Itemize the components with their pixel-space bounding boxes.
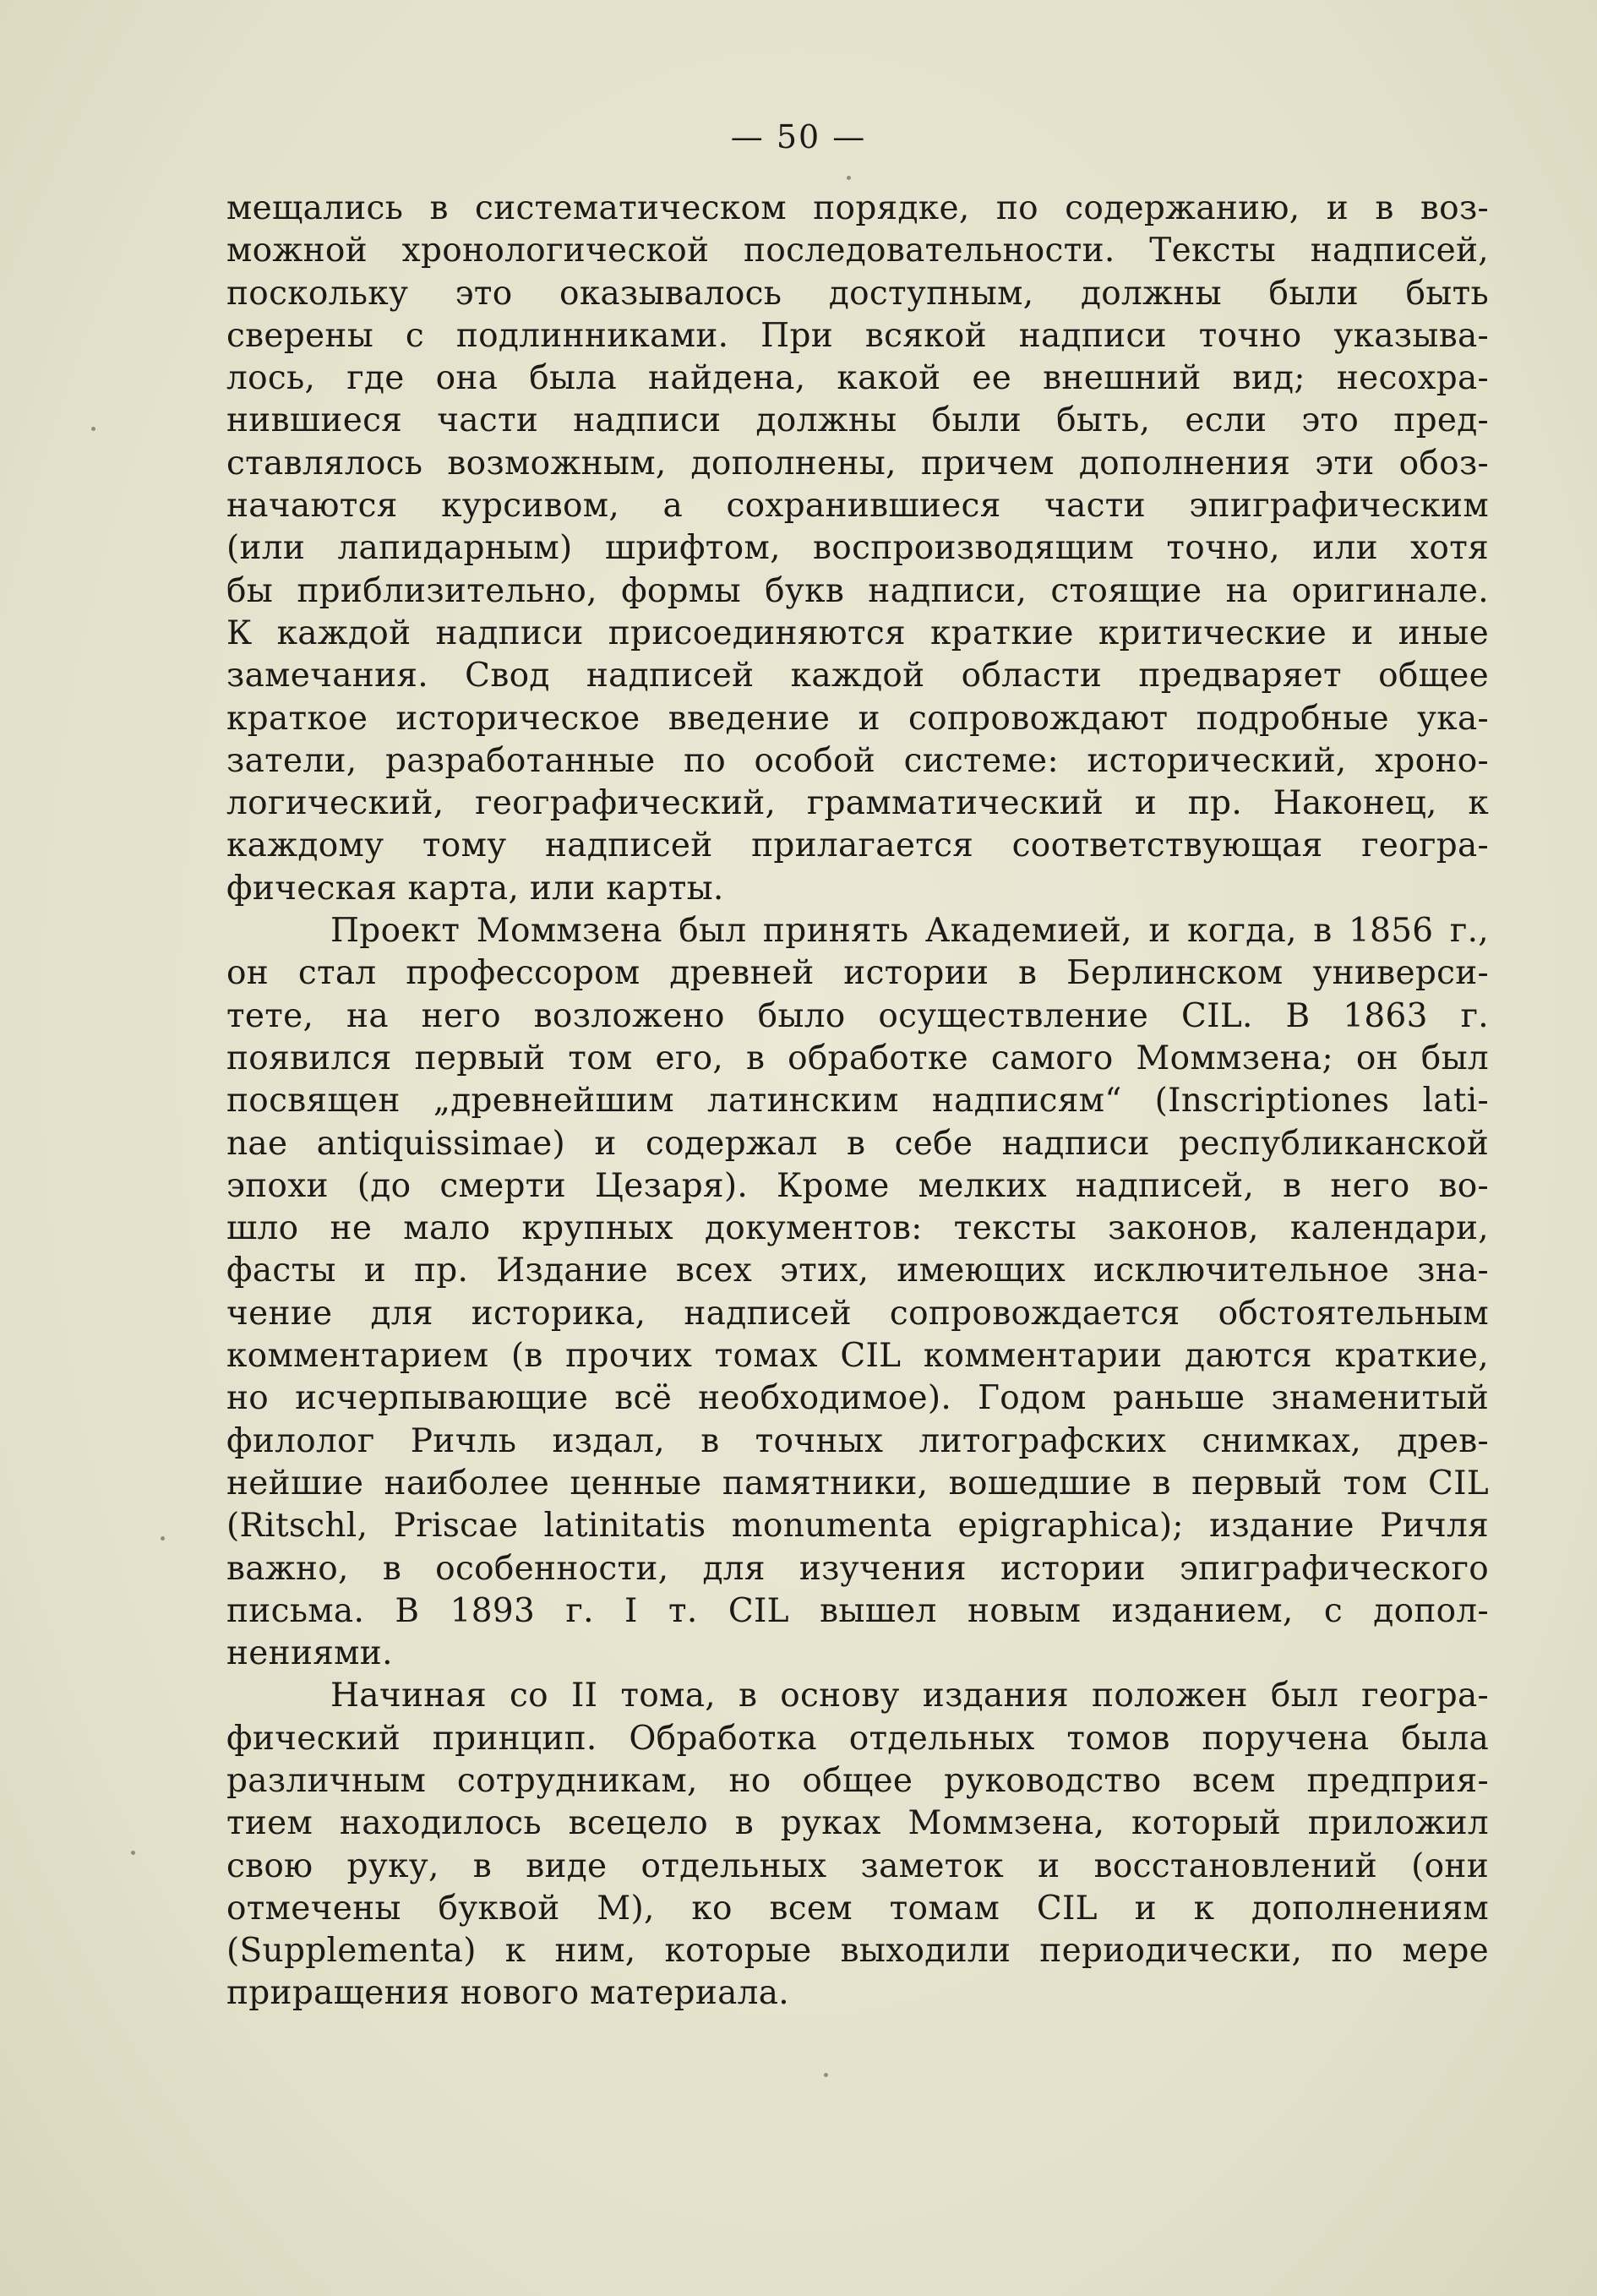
text-line: но исчерпывающие всё необходимое). Годом раньше знаменитый [226,1379,1489,1418]
text-line: замечания. Свод надписей каждой области предваряет общее [226,657,1489,695]
text-line: ставлялось возможным, дополнены, причем дополнения эти обоз- [226,444,1489,483]
text-line: чение для историка, надписей сопровождается обстоятельным [226,1294,1489,1333]
text-line: каждому тому надписей прилагается соответствующая геогра- [226,826,1489,865]
text-line: лось, где она была найдена, какой ее внешний вид; несохра- [226,359,1489,398]
text-line: филолог Ричль издал, в точных литографских снимках, древ- [226,1421,1489,1460]
text-line: поскольку это оказывалось доступным, должны были быть [226,274,1489,313]
text-line: (Supplementa) к ним, которые выходили периодически, по мере [226,1932,1489,1971]
text-line: эпохи (до смерти Цезаря). Кроме мелких надписей, в него во- [226,1166,1489,1205]
text-line: (Ritschl, Priscae latinitatis monumenta epigraphica); издание Ричля [226,1507,1489,1546]
text-line: бы приблизительно, формы букв надписи, стоящие на оригинале. [226,571,1489,610]
text-line: свою руку, в виде отдельных заметок и восстановлений (они [226,1846,1489,1885]
scan-speck [824,2073,828,2077]
text-line: Проект Моммзена был принять Академией, и когда, в 1856 г., [330,912,1489,951]
text-line: тете, на него возложено было осуществление CIL. В 1863 г. [226,996,1489,1035]
text-line: нениями. [226,1634,393,1673]
text-line: важно, в особенности, для изучения истории эпиграфического [226,1549,1489,1588]
text-line: начаются курсивом, а сохранившиеся части эпиграфическим [226,487,1489,526]
scan-speck [91,427,95,431]
text-line: К каждой надписи присоединяются краткие критические и иные [226,614,1489,652]
text-line: (или лапидарным) шрифтом, воспроизводящим точно, или хотя [226,529,1489,568]
text-line: nae antiquissimae) и содержал в себе надписи республиканской [226,1124,1489,1163]
text-line: нившиеся части надписи должны были быть, если это пред- [226,401,1489,440]
text-line: фасты и пр. Издание всех этих, имеющих исключительное зна- [226,1252,1489,1290]
text-line: комментарием (в прочих томах CIL комментарии даются краткие, [226,1337,1489,1376]
text-line: краткое историческое введение и сопровождают подробные ука- [226,699,1489,738]
scan-speck [847,176,851,180]
scan-speck [131,1851,135,1855]
text-line: письма. В 1893 г. I т. CIL вышел новым изданием, с допол- [226,1591,1489,1630]
text-line: различным сотрудникам, но общее руководство всем предприя- [226,1761,1489,1800]
body-text [226,188,1489,2015]
text-line: мещались в систематическом порядке, по содержанию, и в воз- [226,189,1489,227]
text-line: отмечены буквой М), ко всем томам CIL и к дополнениям [226,1889,1489,1928]
text-line: Начиная со II тома, в основу издания положен был геогра- [330,1677,1489,1715]
text-line: затели, разработанные по особой системе: исторический, хроно- [226,741,1489,780]
text-line: можной хронологической последовательности. Тексты надписей, [226,232,1489,270]
text-line: фический принцип. Обработка отдельных томов поручена была [226,1719,1489,1758]
text-line: шло не мало крупных документов: тексты законов, календари, [226,1209,1489,1248]
text-line: нейшие наиболее ценные памятники, вошедшие в первый том CIL [226,1464,1489,1502]
text-line: посвящен „древнейшим латинским надписям“ (Inscriptiones lati- [226,1082,1489,1121]
text-line: тием находилось всецело в руках Моммзена, который приложил [226,1804,1489,1843]
scan-speck [161,1536,165,1541]
text-line: появился первый том его, в обработке самого Моммзена; он был [226,1039,1489,1077]
text-line: фическая карта, или карты. [226,869,724,908]
text-line: сверены с подлинниками. При всякой надписи точно указыва- [226,316,1489,355]
page-number: — 50 — [730,118,867,155]
text-line: логический, географический, грамматический и пр. Наконец, к [226,784,1489,823]
text-line: он стал профессором древней истории в Берлинском универси- [226,954,1489,993]
text-line: приращения нового материала. [226,1974,789,2013]
